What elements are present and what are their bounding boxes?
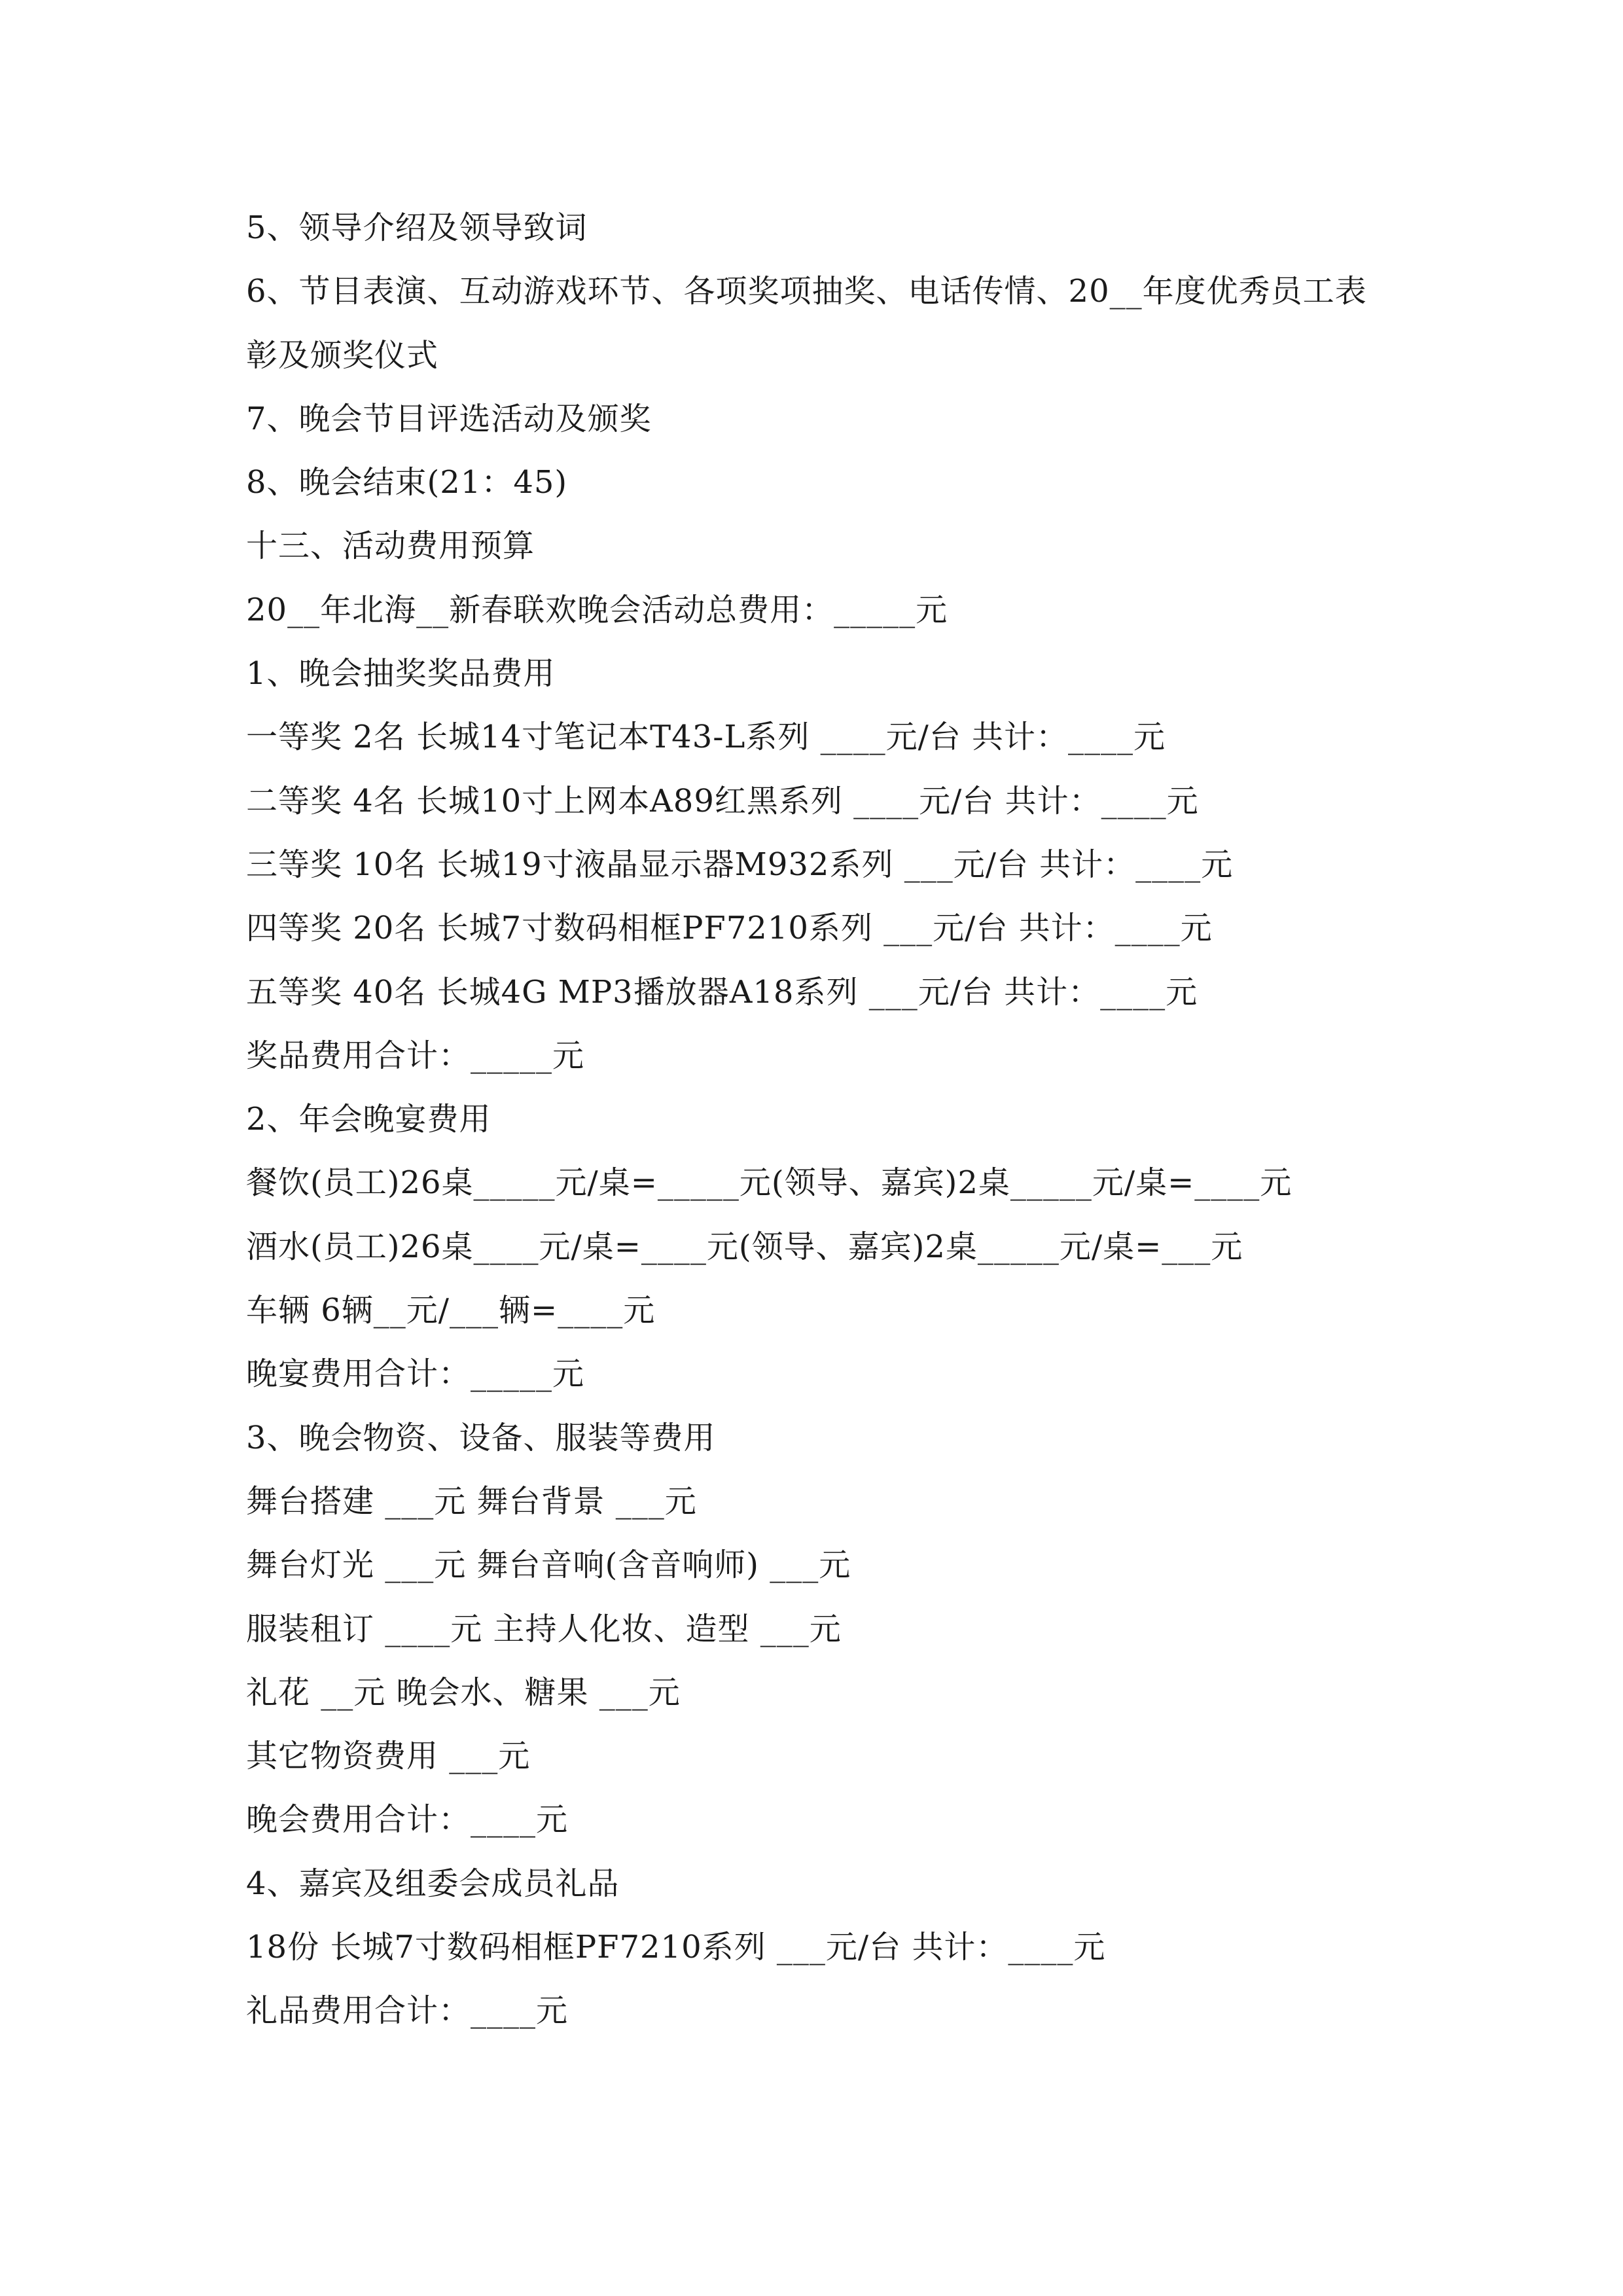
subtotal-line: 晚宴费用合计：_____元 <box>246 1355 585 1393</box>
prize-line: 三等奖 10名 长城19寸液晶显示器M932系列 ___元/台 共计：____元 <box>246 846 1234 883</box>
prize-line: 二等奖 4名 长城10寸上网本A89红黑系列 ____元/台 共计：____元 <box>246 782 1199 819</box>
subsection-heading: 1、晚会抽奖奖品费用 <box>246 655 556 692</box>
expense-line: 酒水(员工)26桌____元/桌=____元(领导、嘉宾)2桌_____元/桌=___元 <box>246 1228 1243 1265</box>
text-line: 8、晚会结束(21：45) <box>246 464 568 501</box>
subtotal-line: 奖品费用合计：_____元 <box>246 1037 585 1074</box>
subsection-heading: 4、嘉宾及组委会成员礼品 <box>246 1865 620 1902</box>
expense-line: 车辆 6辆__元/___辆=____元 <box>246 1292 656 1329</box>
text-line: 彰及颁奖仪式 <box>246 336 439 374</box>
document-body <box>246 204 1424 2051</box>
text-line: 6、节目表演、互动游戏环节、各项奖项抽奖、电话传情、20__年度优秀员工表 <box>246 273 1367 310</box>
expense-line: 服装租订 ____元 主持人化妆、造型 ___元 <box>246 1610 842 1647</box>
text-line: 5、领导介绍及领导致词 <box>246 209 588 246</box>
expense-line: 礼花 __元 晚会水、糖果 ___元 <box>246 1674 681 1711</box>
expense-line: 餐饮(员工)26桌_____元/桌=_____元(领导、嘉宾)2桌_____元/桌=____元 <box>246 1164 1293 1202</box>
prize-line: 四等奖 20名 长城7寸数码相框PF7210系列 ___元/台 共计：____元 <box>246 910 1213 947</box>
expense-line: 舞台灯光 ___元 舞台音响(含音响师) ___元 <box>246 1547 851 1584</box>
text-line: 7、晚会节目评选活动及颁奖 <box>246 400 652 437</box>
subsection-heading: 3、晚会物资、设备、服装等费用 <box>246 1419 716 1456</box>
section-heading: 十三、活动费用预算 <box>246 528 535 565</box>
expense-line: 18份 长城7寸数码相框PF7210系列 ___元/台 共计：____元 <box>246 1929 1106 1966</box>
expense-line: 其它物资费用 ___元 <box>246 1738 531 1775</box>
subsection-heading: 2、年会晚宴费用 <box>246 1101 491 1138</box>
subtotal-line: 礼品费用合计：____元 <box>246 1992 569 2030</box>
text-line: 20__年北海__新春联欢晚会活动总费用：_____元 <box>246 591 948 628</box>
expense-line: 舞台搭建 ___元 舞台背景 ___元 <box>246 1482 697 1520</box>
prize-line: 一等奖 2名 长城14寸笔记本T43-L系列 ____元/台 共计：____元 <box>246 719 1166 756</box>
subtotal-line: 晚会费用合计：____元 <box>246 1801 569 1839</box>
prize-line: 五等奖 40名 长城4G MP3播放器A18系列 ___元/台 共计：____元 <box>246 973 1198 1011</box>
